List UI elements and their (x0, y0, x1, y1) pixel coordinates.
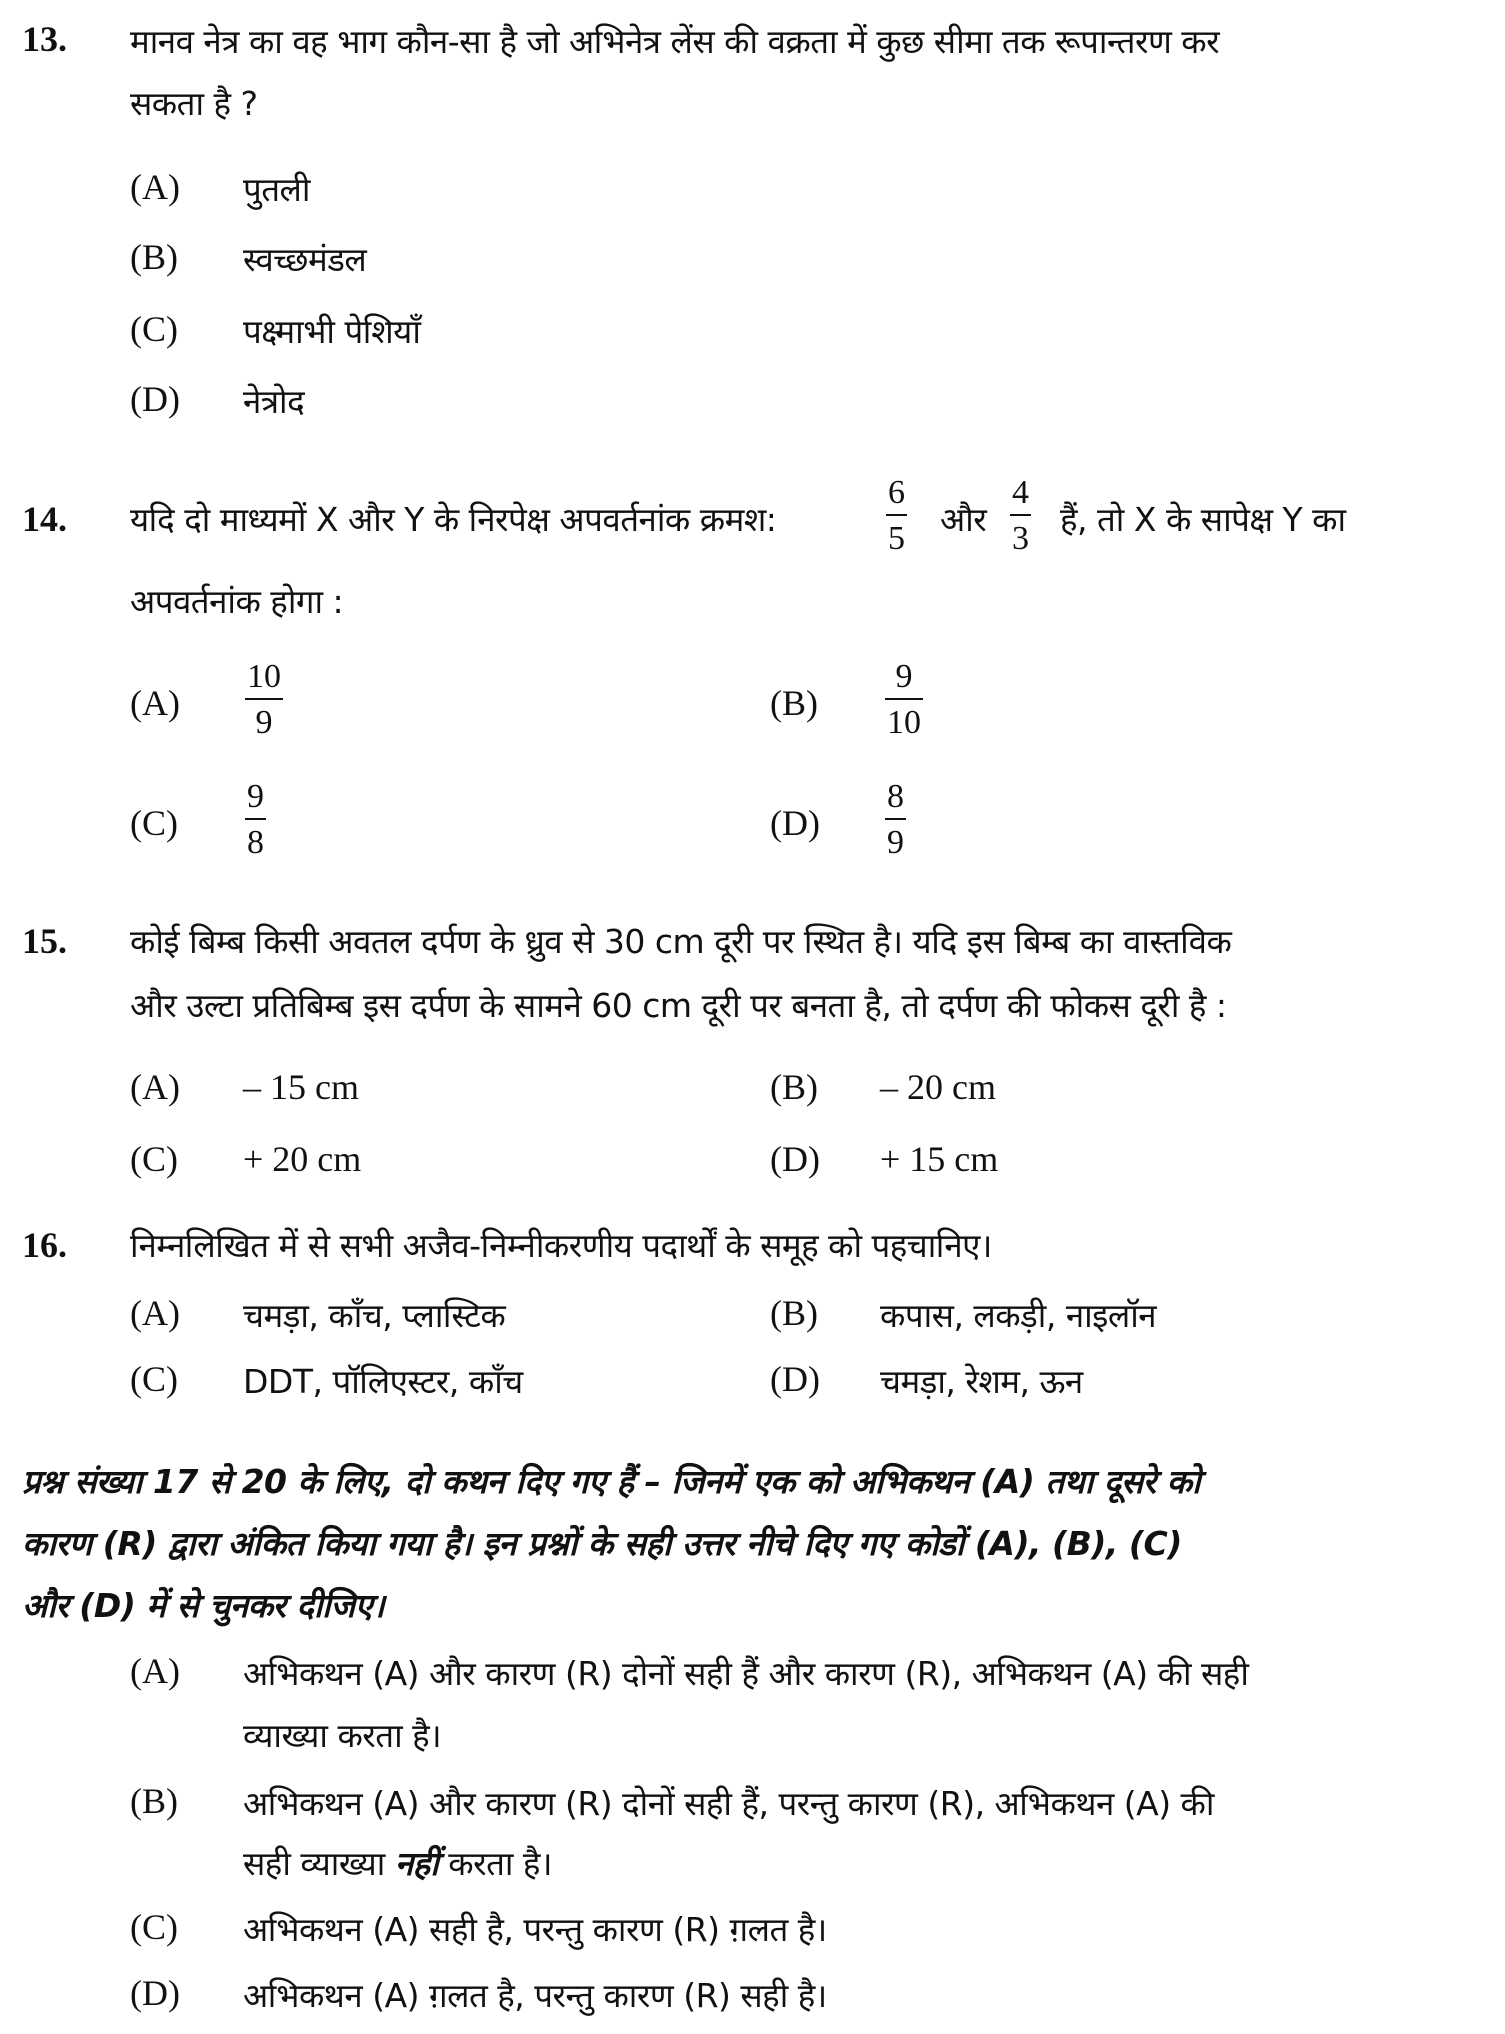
option-label-b: (B) (770, 683, 818, 723)
instruction-line3: और (D) में से चुनकर दीजिए। (22, 1586, 385, 1625)
code-text-a-line1: अभिकथन (A) और कारण (R) दोनों सही हैं और कारण (R), अभिकथन (A) की सही (243, 1654, 1249, 1693)
question-text-part1: यदि दो माध्यमों X और Y के निरपेक्ष अपवर्तनांक क्रमश: (130, 500, 777, 539)
question-text-line2: और उल्टा प्रतिबिम्ब इस दर्पण के सामने 60 cm दूरी पर बनता है, तो दर्पण की फोकस दूरी है : (130, 986, 1227, 1025)
question-text-line1: कोई बिम्ब किसी अवतल दर्पण के ध्रुव से 30 cm दूरी पर स्थित है। यदि इस बिम्ब का वास्तविक (130, 922, 1232, 961)
option-text-a: चमड़ा, काँच, प्लास्टिक (243, 1296, 506, 1335)
option-text-d: + 15 cm (880, 1139, 999, 1179)
code-label-d: (D) (130, 1973, 180, 2013)
option-label-b: (B) (130, 237, 178, 277)
question-number: 13. (22, 19, 67, 59)
code-label-c: (C) (130, 1907, 178, 1947)
option-text-a: पुतली (243, 170, 310, 209)
option-label-c: (C) (130, 1359, 178, 1399)
option-text-b: – 20 cm (880, 1067, 996, 1107)
option-label-b: (B) (770, 1067, 818, 1107)
option-text-b: स्वच्छमंडल (243, 240, 367, 279)
code-text-b-emphasis: नहीं (394, 1844, 439, 1883)
instruction-line1: प्रश्न संख्या 17 से 20 के लिए, दो कथन दिए गए हैं – जिनमें एक को अभिकथन (A) तथा दूसरे को (22, 1462, 1201, 1501)
code-label-b: (B) (130, 1781, 178, 1821)
option-label-d: (D) (770, 803, 820, 843)
option-text-c: + 20 cm (243, 1139, 362, 1179)
option-fraction-d: 8 9 (887, 778, 904, 861)
question-text-line2: सकता है ? (130, 84, 258, 123)
question-text-line1: मानव नेत्र का वह भाग कौन-सा है जो अभिनेत्र लेंस की वक्रता में कुछ सीमा तक रूपान्तरण कर (130, 22, 1220, 61)
code-text-d: अभिकथन (A) ग़लत है, परन्तु कारण (R) सही है। (243, 1976, 827, 2015)
option-label-a: (A) (130, 1067, 180, 1107)
code-label-a: (A) (130, 1651, 180, 1691)
question-number: 15. (22, 921, 67, 961)
option-label-c: (C) (130, 1139, 178, 1179)
option-label-a: (A) (130, 683, 180, 723)
code-text-b-line2 (243, 1840, 552, 1885)
code-text-b-post: करता है। (448, 1844, 552, 1883)
option-text-b: कपास, लकड़ी, नाइलॉन (880, 1296, 1157, 1335)
option-label-a: (A) (130, 1293, 180, 1333)
option-fraction-b: 9 10 (887, 658, 921, 741)
question-text-line2: अपवर्तनांक होगा : (130, 582, 344, 621)
code-text-a-line2: व्याख्या करता है। (243, 1716, 442, 1755)
fraction-4-3: 4 3 (1012, 474, 1029, 557)
code-text-c: अभिकथन (A) सही है, परन्तु कारण (R) ग़लत है। (243, 1910, 827, 1949)
instruction-line2: कारण (R) द्वारा अंकित किया गया है। इन प्रश्नों के सही उत्तर नीचे दिए गए कोडों (A), (B), (C) (22, 1524, 1182, 1563)
option-fraction-a: 10 9 (247, 658, 281, 741)
option-label-a: (A) (130, 167, 180, 207)
option-text-d: चमड़ा, रेशम, ऊन (880, 1362, 1083, 1401)
question-number: 16. (22, 1225, 67, 1265)
option-text-c: DDT, पॉलिएस्टर, काँच (243, 1362, 523, 1401)
question-text-line1: निम्नलिखित में से सभी अजैव-निम्नीकरणीय पदार्थों के समूह को पहचानिए। (130, 1226, 992, 1265)
option-text-a: – 15 cm (243, 1067, 359, 1107)
option-label-d: (D) (770, 1359, 820, 1399)
fraction-6-5: 6 5 (888, 474, 905, 557)
option-label-c: (C) (130, 803, 178, 843)
code-text-b-pre: सही व्याख्या (243, 1844, 385, 1883)
option-label-c: (C) (130, 309, 178, 349)
code-text-b-line1: अभिकथन (A) और कारण (R) दोनों सही हैं, परन्तु कारण (R), अभिकथन (A) की (243, 1784, 1214, 1823)
question-text-part2: और (940, 500, 987, 539)
option-label-b: (B) (770, 1293, 818, 1333)
option-text-d: नेत्रोद (243, 382, 305, 421)
question-text-part3: हैं, तो X के सापेक्ष Y का (1060, 500, 1346, 539)
option-fraction-c: 9 8 (247, 778, 264, 861)
option-label-d: (D) (130, 379, 180, 419)
option-text-c: पक्ष्माभी पेशियाँ (243, 312, 421, 351)
option-label-d: (D) (770, 1139, 820, 1179)
question-number: 14. (22, 499, 67, 539)
